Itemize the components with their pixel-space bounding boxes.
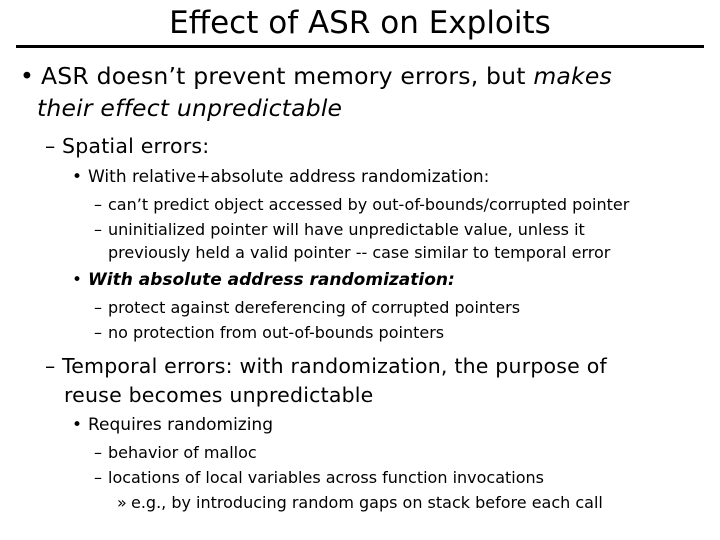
requires-heading: Requires randomizing (88, 415, 273, 435)
bullet-marker: • (72, 167, 83, 187)
dash-marker: – (94, 220, 102, 239)
dash-marker: – (45, 134, 56, 158)
main-point-emphasis: makes (533, 62, 612, 90)
abs-item2: no protection from out-of-bounds pointers (108, 323, 445, 342)
dash-marker: – (45, 354, 56, 378)
dash-marker: – (94, 323, 102, 342)
dash-marker: – (94, 298, 102, 317)
rel-abs-item1: can’t predict object accessed by out-of-bounds/corrupted pointer (108, 195, 630, 214)
abs-item1: protect against dereferencing of corrupted pointers (108, 298, 521, 317)
rel-abs-item2-line2: previously held a valid pointer -- case similar to temporal error (108, 243, 611, 262)
main-point-line2: their effect unpredictable (37, 94, 343, 122)
requires-example: e.g., by introducing random gaps on stack before each call (131, 493, 603, 512)
sub-bullet-marker: » (117, 493, 127, 512)
dash-marker: – (94, 195, 102, 214)
temporal-errors-line2: reuse becomes unpredictable (64, 383, 374, 407)
main-point-line1 (41, 62, 612, 90)
spatial-errors-heading: Spatial errors: (62, 134, 210, 158)
dash-marker: – (94, 443, 102, 462)
slide-title: Effect of ASR on Exploits (169, 5, 551, 41)
temporal-errors-line1: Temporal errors: with randomization, the purpose of (62, 354, 607, 378)
requires-item1: behavior of malloc (108, 443, 257, 462)
abs-heading: With absolute address randomization: (88, 270, 455, 290)
rel-abs-heading: With relative+absolute address randomization: (88, 167, 490, 187)
bullet-marker: • (20, 62, 35, 90)
main-point-text: ASR doesn’t prevent memory errors, but (41, 62, 534, 90)
dash-marker: – (94, 468, 102, 487)
rel-abs-item2-line1: uninitialized pointer will have unpredictable value, unless it (108, 220, 585, 239)
requires-item2: locations of local variables across function invocations (108, 468, 544, 487)
title-underline (16, 45, 704, 48)
bullet-marker: • (72, 415, 83, 435)
bullet-marker: • (72, 270, 83, 290)
